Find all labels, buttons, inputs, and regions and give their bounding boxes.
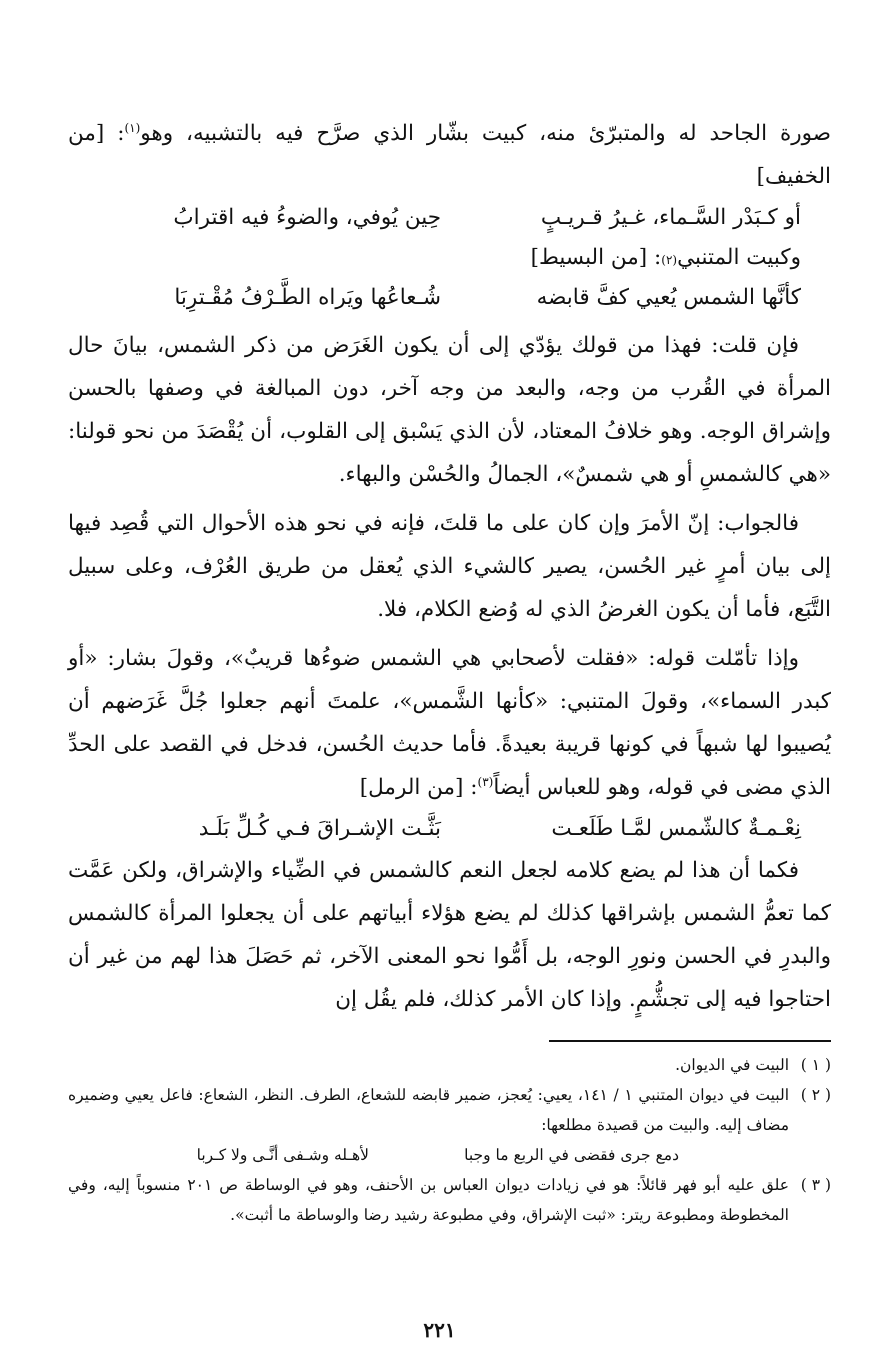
verse-3 (68, 809, 831, 849)
footnote-number: ( ٣ ) (800, 1176, 831, 1194)
verse-2-intro: وكبيت المتنبي (٢) : [من البسيط] (68, 238, 831, 278)
footnote-text: البيت في الديوان. (675, 1056, 789, 1074)
footnote-verse (68, 1140, 789, 1170)
verse-3-second-hemistich: بَثَّـت الإشـراقَ فـي كُـلِّ بَلَـد (198, 816, 441, 841)
footnote-verse-first-hemistich: دمع جرى فقضى في الربع ما وجبا (464, 1146, 679, 1164)
verse-1-second-hemistich: حِين يُوفي، والضوءُ فيه اقترابُ (173, 205, 441, 230)
footnotes (68, 1050, 831, 1230)
verse-1 (68, 198, 831, 238)
paragraph-1: صورة الجاحد له والمتبرّئ منه، كبيت بشّار الذي صرَّح فيه بالتشبيه، وهو$^{(١)}$: [من الخفيف] (68, 120, 831, 189)
paragraph-5: فكما أن هذا لم يضع كلامه لجعل النعم كالشمس في الضِّياء والإشراق، ولكن عَمَّت كما تعمُّ الشمس بإشراقها كذلك لم يضع هؤلاء أبياتهم على أن يجعلوا المرأة كالشمس والبدرِ في الحسن ونورِ الوجه، بل أَمُّوا نحو المعنى الآخر، ثم حَصَلَ هذا لهم من غير أن احتاجوا فيه إلى تجشُّمٍ. وإذا كان الأمر كذلك، فلم يقُل إن (68, 858, 831, 1012)
footnote-number: ( ١ ) (800, 1056, 831, 1074)
meter-label-3: : [من الرمل] (359, 775, 478, 800)
paragraph-2: فإن قلت: فهذا من قولك يؤدّي إلى أن يكون الغَرَض من ذكر الشمس، بيانَ حال المرأة في القُرب من وجه، والبعد من وجه آخر، دون المبالغة في وصفها بالحسن وإشراق الوجه. وهو خلافُ المعتاد، لأن الذي يَسْبق إلى القلوب، أن يُقْصَدَ من نحو قولنا: «هي كالشمسِ أو هي شمسٌ»، الجمالُ والحُسْن والبهاء. (68, 333, 831, 487)
meter-label-1: : [من الخفيف] (68, 121, 831, 189)
footnote-text: البيت في ديوان المتنبي ١ / ١٤١، يعيي: يُعجز، ضمير قابضه للشعاع، الطرف. النظر، الشعاع: فاعل يعيي وضميره مضاف إليه. والبيت من قصيدة مطلعها: (68, 1086, 790, 1134)
paragraph-3: فالجواب: إنّ الأمرَ وإن كان على ما قلتَ، فإنه في نحو هذه الأحوال التي قُصِد فيها إلى بيان أمرٍ غير الحُسن، يصير كالشيء الذي يُعقل من طريق العُرْف، وعلى سبيل التَّبَع، فأما أن يكون الغرضُ الذي له وُضع الكلام، فلا. (68, 511, 831, 622)
verse-1-first-hemistich: أو كـبَدْر السَّـماء، غـيرُ قـريـبٍ (540, 205, 801, 230)
footnote-separator (549, 1040, 831, 1042)
footnote-verse-second-hemistich: لأهـله وشـفى أنَّـى ولا كـربا (196, 1146, 369, 1164)
footnote-2 (68, 1080, 831, 1170)
footnote-marker-3: (٣) (477, 774, 494, 789)
verse-2-second-hemistich: شُـعاعُها ويَراه الطَّـرْفُ مُقْـترِبَا (174, 285, 441, 310)
footnote-number: ( ٢ ) (800, 1086, 831, 1104)
footnote-1 (68, 1050, 831, 1080)
verse-2 (68, 278, 831, 318)
paragraph-4: وإذا تأمّلت قوله: «فقلت لأصحابي هي الشمس ضوءُها قريبٌ»، وقولَ بشار: «أو كبدر السماء»، وقولَ المتنبي: «كأنها الشَّمس»، علمتَ أنهم جعلوا جُلَّ غَرَضهم أن يُصيبوا لها شبهاً في كونها قريبة بعيدةً. فأما حديث الحُسن، فدخل في القصد على الحدِّ الذي مضى في قوله، وهو للعباس أيضاً$^{(٣)}$: [من الرمل] (68, 646, 831, 800)
verse-3-first-hemistich: نِعْـمـةٌ كالشّمس لمَّـا طَلَعـت (551, 816, 801, 841)
footnote-text: علق عليه أبو فهر قائلاً: هو في زيادات ديوان العباس بن الأحنف، وهو في الوساطة ص ٢٠١ منسوباً إليه، وفي المخطوطة ومطبوعة ريتر: «ثبت الإشراق، وفي مطبوعة رشيد رضا والوساطة ما أثبت». (68, 1176, 789, 1224)
footnote-marker-1: (١) (124, 120, 141, 135)
verse-2-first-hemistich: كأنَّها الشمس يُعيي كفَّ قابضه (536, 285, 801, 310)
meter-label-2: : [من البسيط] (530, 245, 662, 270)
page-number: ٢٢١ (423, 1318, 456, 1342)
footnote-3 (68, 1170, 831, 1230)
main-text (68, 112, 831, 1021)
